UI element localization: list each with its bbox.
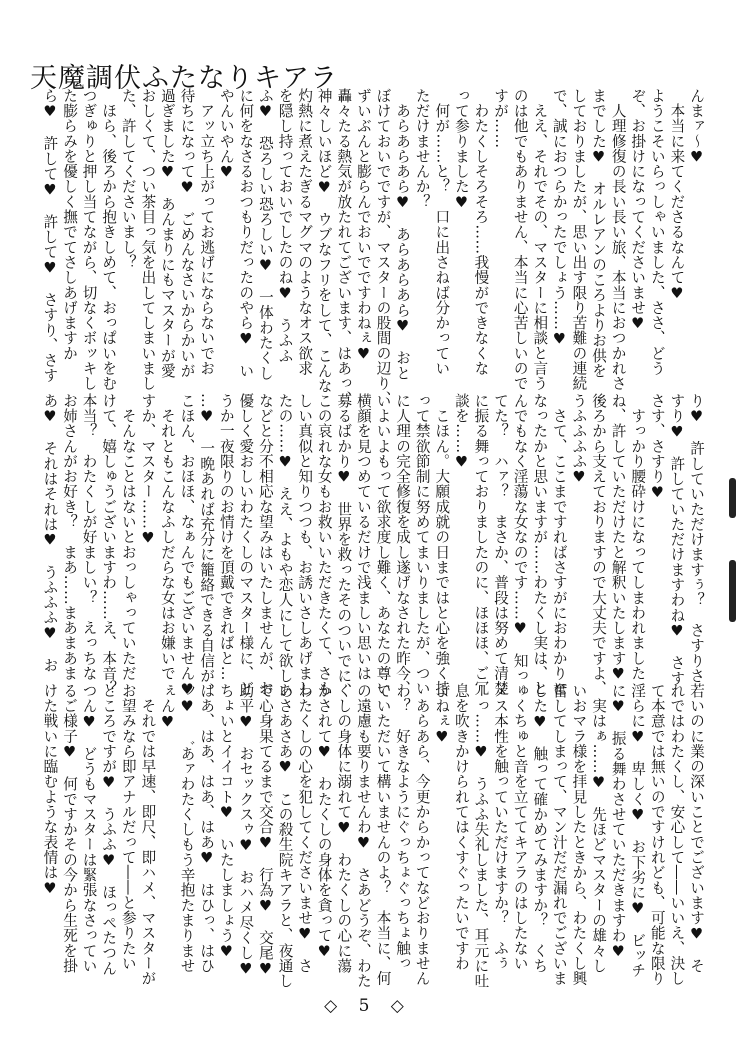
text-column: けた戦いに臨むような表情は♥ (41, 683, 59, 898)
text-column: この哀れな女もお救いいただきたくて、さも (315, 393, 333, 696)
text-column: やんいやん♥ (217, 88, 235, 182)
text-column: たの……♥ ええ、よもや恋人にして欲しい (276, 393, 294, 699)
text-column: た、許してくださいまし？ (119, 88, 137, 270)
text-column: おしくて、つい茶目っ気を出してしまいまし (139, 88, 157, 391)
text-column: つん♥ どうもマスターは緊張なさってい (80, 683, 98, 974)
text-column: さす、さすり♥ (648, 393, 666, 502)
text-column: て本意では無いのですけれども、可能な限り (648, 683, 666, 986)
text-column: すっかり腰砕けになってしまわれました (629, 393, 647, 681)
text-column: いよいよもって欲求度し難く、あなたの尊い (374, 393, 392, 696)
text-column: 本当？ わたくしが好ましい？ えっちな (80, 393, 98, 681)
text-column: なったかと思いますが……わたくし実は、と (531, 393, 549, 696)
text-column: って禁欲節制に努めてまいりましたが、つい (413, 393, 431, 696)
text-column: あさあさあ♥ この殺生院キアラと、夜通し (276, 683, 294, 989)
text-column: のは他でもありません、本当に心苦しいので (511, 88, 529, 391)
text-column: ずいぶんと膨らんでおいでですわねぇ♥ (354, 88, 372, 364)
text-column: わたくしの心を犯してくださいませ♥ さ (296, 683, 314, 974)
text-column: わ？ 好きなようにぐっちょぐっちょ触っ (394, 683, 412, 971)
text-column: ぞ、お掛けになってくださいませ♥ (629, 88, 647, 333)
text-column: を隠し持っておいでしたのね♥ うふふ (276, 88, 294, 364)
text-column: 募るばかり♥ 世界を救ったそのついでに、 (335, 393, 353, 699)
text-column: ね、許していただけたと解釈いたします♥ (609, 393, 627, 684)
text-column: 優しく愛おしいわたくしのマスター様に、ど (237, 393, 255, 696)
text-column: 息を吹きかけられてはくすぐったいですわ (452, 683, 470, 971)
text-column: 本当に来てくださるなんて♥ (668, 88, 686, 303)
text-column: で心身果てるまで交合♥ 行為♥ 交尾♥ (256, 683, 274, 979)
text-column: すか、マスター……♥ (139, 393, 157, 547)
text-column: あらあら、今更からかってなどおりません (413, 683, 431, 986)
text-column: しておりましたが、思い出す限り苦難の連続 (570, 88, 588, 391)
text-column: うふふふふ♥ (570, 393, 588, 487)
text-column: いおマラ様を拝見したときから、わたくし興 (570, 683, 588, 986)
text-column: 轟々たる熱気が放たれてございます、はあっ、 (335, 88, 353, 407)
text-column: ええ、それでその、マスターに相談と言う (531, 88, 549, 391)
text-block-top (40, 88, 706, 407)
text-column: それでは早速、即尺、即ハメ、マスターが (139, 683, 157, 986)
text-block-middle (40, 393, 706, 699)
text-column: しい真似と知りつつも、お誘いさしあげまし (296, 393, 314, 696)
text-column: あ♥ それはそれは♥ うふふふ♥ お (41, 393, 59, 673)
page-number: ◇ 5 ◇ (324, 996, 412, 1016)
text-column: 横顔を見つめているだけで浅ましい思いは (354, 393, 372, 681)
text-column: くしの身体に溺れて♥ わたくしの心に蕩 (335, 683, 353, 974)
text-column: 助平♥ おセックスゥ♥ おハメ尽くし♥ (237, 683, 255, 979)
text-column: ゅくちゅと音を立ててキアラのはしたない (511, 683, 529, 971)
text-column: 若いのに業の深いことでございます♥ そ (688, 683, 705, 974)
text-column: に♥ 振る舞わさせていただきますわ♥ (609, 683, 627, 961)
text-column: り♥ 許していただけますぅ？ さすりさ (688, 393, 705, 684)
text-column: ぼけておいでですが、マスターの股間の辺り、 (374, 88, 392, 407)
text-column: こほん。大願成就の日まではと心を強く持 (433, 393, 451, 696)
text-column: …♥ 一晩あれば充分に籠絡できる自信が、 (198, 393, 216, 699)
text-column: 人理修復の長い長い旅、本当におつかれさ (609, 88, 627, 391)
text-column: ところですが♥ うふふ♥ ほっぺたつん (100, 683, 118, 976)
text-column: つぎゅりと押し当てながら、切なくボッキし (80, 88, 98, 391)
text-column: そんなことはないとおっしゃっていただ (119, 393, 137, 681)
text-column: などと分不相応な望みはいたしませんが、お (256, 393, 274, 696)
text-column: てた？ ハァ？ まさか、普段は努めて清楚 (492, 393, 510, 696)
text-column: あらあらあら♥ あらあらあら♥ おと (394, 88, 412, 381)
text-column: 談を……♥ (452, 393, 470, 472)
story-title: 天魔調伏ふたなりキアラ (30, 63, 338, 94)
text-column: んまァ～♥ (688, 88, 705, 167)
text-column: ッ♥ ゛あァわたくしもう辛抱たまりませ (178, 683, 196, 974)
text-column: うか一夜限りのお情けを頂戴できればと… (217, 393, 235, 681)
text-column: ぇん♥ (158, 683, 176, 731)
text-column: た膨らみを優しく撫でてさしあげますか (61, 88, 78, 361)
text-column: ーっ……♥ うふふ失礼しました、耳元に吐 (472, 683, 490, 989)
text-column: ようこそいらっしゃいました、ささ、どう (648, 88, 666, 376)
text-column: よねぇ♥ (433, 683, 451, 746)
text-column: 過ぎました♥ あんまりにもマスターが愛 (158, 88, 176, 379)
text-column: に振る舞っておりましたのに、ほほほ、ご冗 (472, 393, 490, 696)
text-column: ふ♥ 恐ろしい恐ろしい♥ 一体わたくし (256, 88, 274, 381)
text-column: ほら、後ろから抱きしめて、おっぱいをむ (100, 88, 118, 391)
text-column: かされて♥ わたくしの身体を貪って♥ (315, 683, 333, 961)
text-column: はあ、はあ、はあ、はあ♥ はひっ、はひ (198, 683, 216, 974)
text-column: メス本性を触っていただけますか？ ふぅ (492, 683, 510, 971)
text-column: 何が……と？ 口に出さねば分かってい (433, 88, 451, 376)
text-column: さて、ここまですればさすがにおわかりに (550, 393, 568, 696)
text-column: それともこんなふしだらな女はお嫌いで (158, 393, 176, 681)
text-column: こほん、おほほ、なぁんでもございません♥ (178, 393, 196, 699)
text-column: ら♥ 許して♥ 許して♥ さすり、さす (41, 88, 59, 384)
text-column: 後ろから支えておりますので大丈夫ですよ、 (590, 393, 608, 696)
scan-artifact (729, 478, 736, 518)
text-column: で、誠におつらかったでしょう……♥ (550, 88, 568, 348)
text-column: 淫らに♥ 卑しく♥ お下劣に♥ ビッチ (629, 683, 647, 979)
text-column: アッ立ち上がってお逃げにならないでお (198, 88, 216, 376)
text-column: ていただいて構いませんのよ？ 本当に、何 (374, 683, 392, 986)
text-column: お姉さんがお好き？ まあ……まあまあま (61, 393, 78, 681)
text-column: って参りました♥ (452, 88, 470, 212)
text-column: わたくしそろそろ……我慢ができなくな (472, 88, 490, 376)
text-column: るご様子♥ 何ですかその今から生死を掛 (61, 683, 78, 974)
text-block-bottom (40, 683, 706, 989)
text-column: れではわたくし、安心して――いいえ、決し (668, 683, 686, 986)
text-column: 実はぁ……♥ 先ほどマスターの雄々し (590, 683, 608, 974)
text-column: けて、嬉しゅうございますわ……え、本音？ (100, 393, 118, 696)
text-column: 灼熱に煮えたぎるマグマのようなオス欲求 (296, 88, 314, 376)
text-column: ただけませんか？ (413, 88, 431, 210)
text-column: んでもなく淫蕩な女なのです……♥ 知っ (511, 393, 529, 684)
text-column: 奮してしまって、マン汁だだ漏れでございま (550, 683, 568, 986)
text-column: すり♥ 許していただけますわね♥ さす (668, 393, 686, 686)
text-column: の遠慮も要りませんわ♥ さあどうぞ、わた (354, 683, 372, 989)
text-column: に人理の完全修復を成し遂げなされた昨今、 (394, 393, 412, 696)
text-column: 待ちになって♥ ごめんなさいからかいが (178, 88, 196, 379)
text-column: した♥ 触って確かめてみますか？ くち (531, 683, 549, 974)
text-column: すが…… (492, 88, 510, 149)
text-column: までした♥ オルレアンのころよりお供を (590, 88, 608, 379)
scan-artifact (729, 560, 736, 622)
text-column: お望みなら即アナルだって――と参りたい (119, 683, 137, 971)
text-column: 神々しいほど♥ ウブなフリをして、こんな (315, 88, 333, 394)
text-column: ちょいとイイコト♥ いたしましょう♥ (217, 683, 235, 961)
text-column: に何をなさるおつもりだったのやら♥ い (237, 88, 255, 379)
